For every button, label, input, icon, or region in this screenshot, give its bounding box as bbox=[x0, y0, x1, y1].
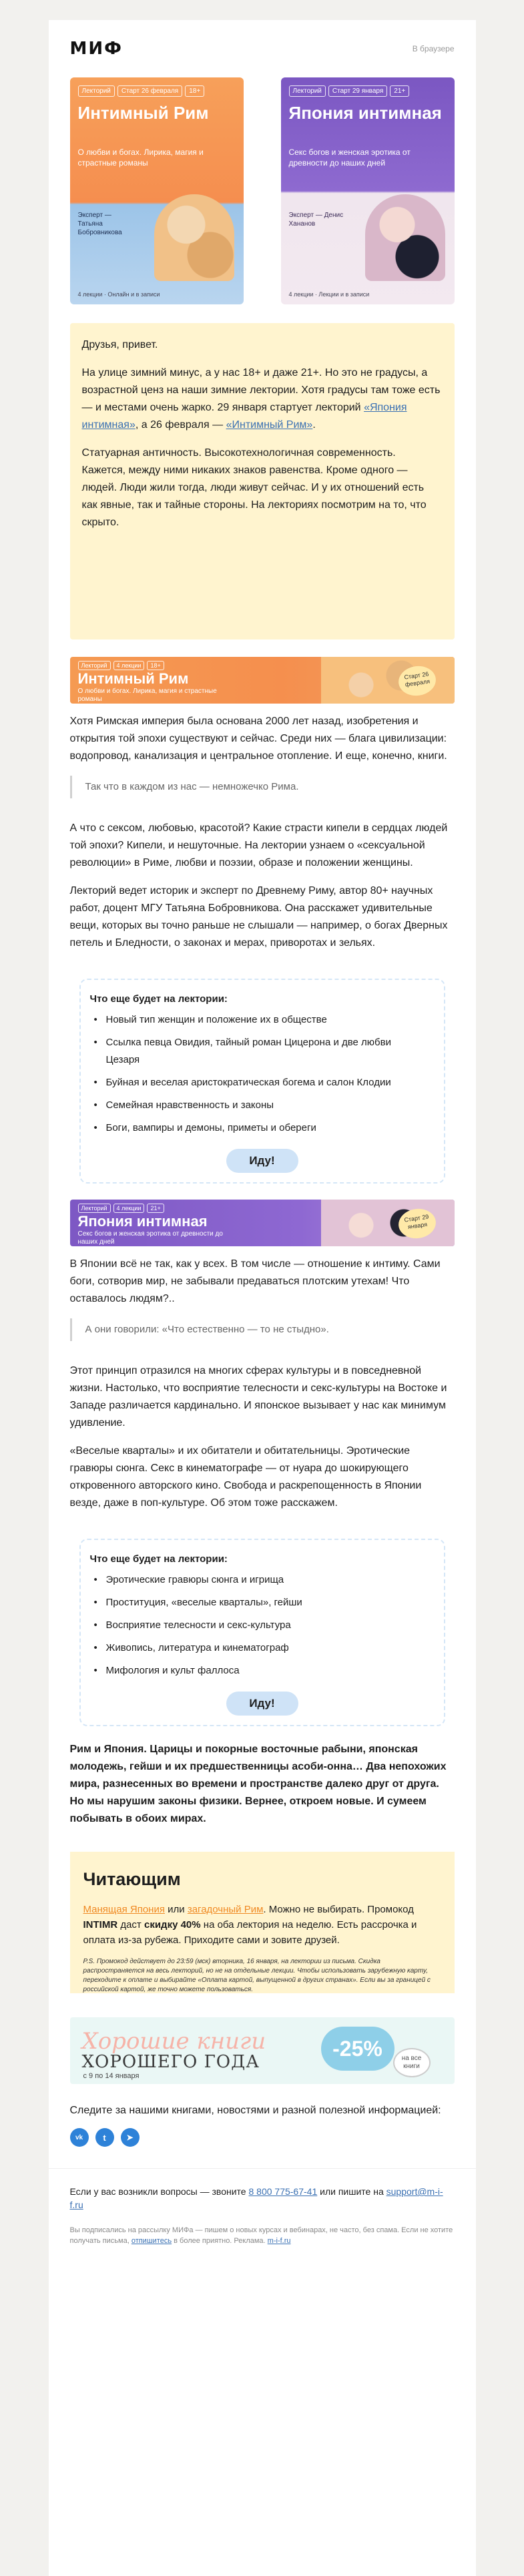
twitter-icon[interactable]: t bbox=[95, 2128, 114, 2147]
contacts-text bbox=[70, 2185, 455, 2212]
list-item: • Эротические гравюры сюнга и игрища bbox=[106, 1571, 425, 1589]
cover-title: Интимный Рим bbox=[77, 103, 209, 123]
japan-lecture-link[interactable]: «Япония интимная» bbox=[81, 402, 407, 431]
social-links bbox=[70, 2128, 455, 2147]
text: или bbox=[164, 1904, 188, 1915]
program-list bbox=[81, 1011, 444, 1137]
text: Если у вас возникли вопросы — звоните bbox=[69, 2186, 249, 2197]
header bbox=[49, 20, 476, 77]
japan-link[interactable]: Манящая Япония bbox=[83, 1904, 165, 1915]
rome-link[interactable]: загадочный Рим bbox=[187, 1904, 264, 1915]
greeting: Друзья, привет. bbox=[81, 339, 158, 350]
list-item: • Буйная и веселая аристократическая богема и салон Клодии bbox=[106, 1074, 425, 1091]
japan-program-box bbox=[79, 1539, 445, 1726]
tag: Лекторий bbox=[78, 1204, 111, 1213]
promo-fine-print: P.S. Промокод действует до 23:59 (мск) вторника, 16 января, на лектории из письма. Скидка распространяется на весь лекторий, но не на отдельные лекции. Чтобы использовать зарубежную карту, переходите к оплате и выбирайте «Оплата картой, выпущенной в других странах». Если вы за границей с российской картой, же точно можете пользоваться. bbox=[83, 1958, 431, 1993]
promo-line-2: ХОРОШЕГО ГОДА bbox=[81, 2052, 260, 2072]
cover-subtitle: Секс богов и женская эротика от древности до наших дней bbox=[288, 148, 411, 168]
list-item: • Проституция, «веселые кварталы», гейши bbox=[106, 1594, 425, 1611]
paragraph: Лекторий ведет историк и эксперт по Древнему Риму, автор 80+ научных работ, доцент МГУ Татьяна Бобровникова. Она расскажет удивительные вещи, которых вы точно раньше не слышали — например, о богах Дверных петель и Бледности, о законах и мерах, приворотах и зельях. bbox=[69, 885, 448, 949]
paragraph: Этот принцип отразился на многих сферах культуры и в повседневной жизни. Настолько, что восприятие телесности и секс-культуры на Востоке и Западе различается кардинально. И японское вызывает у нас как минимум удивление. bbox=[69, 1365, 447, 1429]
intro-block bbox=[70, 323, 455, 639]
readers-title: Читающим bbox=[83, 1869, 181, 1889]
banner-title: Интимный Рим bbox=[77, 670, 189, 687]
list-item: • Живопись, литература и кинематограф bbox=[106, 1639, 425, 1657]
banner-subtitle: О любви и богах. Лирика, магия и страстные романы bbox=[77, 688, 217, 703]
text: На улице зимний минус, а у нас 18+ и даже 21+. Но это не градусы, а возрастной ценз на наши зимние лектории. Хотя градусы там тоже есть — и местами очень жарко. 29 января стартует лекторий bbox=[81, 367, 441, 413]
paragraph: Хотя Римская империя была основана 2000 лет назад, изобретения и открытия той эпохи существуют и сейчас. Среди них — блага цивилизации: водопровод, канализация и центральное отопление. И еще, конечно, книги. bbox=[69, 716, 447, 762]
email-link[interactable]: support@m-i-f.ru bbox=[69, 2186, 443, 2210]
list-item: • Ссылка певца Овидия, тайный роман Цицерона и две любви Цезаря bbox=[106, 1034, 425, 1069]
phone-link[interactable]: 8 800 775-67-41 bbox=[248, 2186, 318, 2197]
quote: А они говорили: «Что естественно — то не стыдно». bbox=[70, 1318, 455, 1341]
go-button-rome[interactable]: Иду! bbox=[226, 1149, 298, 1173]
go-button-japan[interactable]: Иду! bbox=[226, 1692, 298, 1716]
text: . Можно не выбирать. Промокод bbox=[263, 1904, 414, 1915]
tag: 18+ bbox=[185, 85, 204, 97]
cover-title: Япония интимная bbox=[288, 103, 442, 123]
promo-line-1: Хорошие книги bbox=[81, 2028, 266, 2055]
banner-tags bbox=[78, 661, 164, 670]
follow-section bbox=[49, 2084, 476, 2147]
japan-section bbox=[49, 1246, 476, 1512]
intro-paragraph-2: Статуарная античность. Высокотехнологичная современность. Кажется, между ними никаких знаков равенства. Кроме одного — людей. Люди жили тогда, люди живут сейчас. И у их отношений есть как явные, так и тайные стороны. На лекториях посмотрим на то, что скрыто. bbox=[81, 447, 427, 528]
tag: 18+ bbox=[147, 661, 164, 670]
intro-paragraph bbox=[82, 364, 443, 434]
promo-dates: с 9 по 14 января bbox=[83, 2072, 140, 2080]
tag: Лекторий bbox=[78, 85, 115, 97]
tag: Лекторий bbox=[289, 85, 326, 97]
text: . bbox=[312, 419, 316, 431]
tag: 4 лекции bbox=[113, 1204, 145, 1213]
text: на оба лектория на неделю. Есть рассрочка и оплата из-за рубежа. Приходите сами и зовите друзей. bbox=[83, 1919, 417, 1946]
rome-program-box bbox=[79, 979, 445, 1184]
start-date-badge: Старт 26 февраля bbox=[397, 664, 438, 698]
japan-banner[interactable] bbox=[70, 1200, 455, 1246]
program-list bbox=[81, 1571, 444, 1680]
box-title: Что еще будет на лектории: bbox=[89, 1553, 228, 1565]
follow-text: Следите за нашими книгами, новостями и разной полезной информацией: bbox=[69, 2105, 441, 2116]
vk-icon[interactable]: vk bbox=[70, 2128, 89, 2147]
box-title: Что еще будет на лектории: bbox=[89, 993, 228, 1005]
closing-paragraph: Рим и Япония. Царицы и покорные восточные рабыни, японская молодежь, гейши и их предшественницы асоби-онна… Два непохожих мира, разнесенных во времени и пространстве далеко друг от друга. Но мы нарушим законы физики. Вернее, откроем новые. И сумеем побывать в обоих мирах. bbox=[69, 1744, 447, 1824]
cover-speaker: Эксперт — Татьяна Бобровникова bbox=[77, 212, 122, 236]
subscription-note bbox=[70, 2225, 455, 2246]
tag: 4 лекции bbox=[113, 661, 145, 670]
rome-section bbox=[49, 704, 476, 952]
list-item: • Новый тип женщин и положение их в обществе bbox=[106, 1011, 425, 1029]
list-item: • Боги, вампиры и демоны, приметы и обереги bbox=[106, 1119, 425, 1137]
cover-rome[interactable] bbox=[70, 77, 244, 304]
text: Вы подписались на рассылку МИФа — пишем о новых курсах и вебинарах, не часто, без спама. Если не хотите получать письма, bbox=[69, 2226, 453, 2245]
text: в более приятно. Реклама. bbox=[172, 2237, 268, 2245]
list-item: • Мифология и культ фаллоса bbox=[106, 1662, 425, 1680]
closing-section bbox=[49, 1726, 476, 1828]
telegram-icon[interactable]: ➤ bbox=[121, 2128, 140, 2147]
cover-footer: 4 лекции · Онлайн и в записи bbox=[77, 291, 160, 298]
ad-link[interactable]: m-i-f.ru bbox=[267, 2237, 291, 2245]
banner-tags bbox=[78, 1204, 164, 1213]
japanese-print-illustration bbox=[365, 194, 445, 281]
start-date-badge: Старт 29 января bbox=[397, 1206, 438, 1240]
cover-subtitle: О любви и богах. Лирика, магия и страстные романы bbox=[77, 148, 204, 168]
lecture-covers bbox=[49, 77, 476, 304]
footer-fine-print bbox=[49, 2212, 476, 2246]
contacts-section bbox=[49, 2168, 476, 2212]
text: даст bbox=[117, 1919, 144, 1930]
rome-lecture-link[interactable]: «Интимный Рим» bbox=[226, 419, 313, 431]
cover-footer: 4 лекции · Лекции и в записи bbox=[288, 291, 370, 298]
cover-japan[interactable] bbox=[281, 77, 455, 304]
rome-banner[interactable] bbox=[70, 657, 455, 704]
cover-tags bbox=[78, 85, 205, 97]
promo-discount: -25% bbox=[321, 2027, 395, 2071]
logo[interactable]: МИФ bbox=[69, 39, 123, 59]
list-item: • Семейная нравственность и законы bbox=[106, 1097, 425, 1114]
paragraph: В Японии всё не так, как у всех. В том числе — отношение к интиму. Сами боги, сотворив мир, не забывали предаваться плотским утехам! Что оставалось людям?.. bbox=[69, 1258, 441, 1304]
cover-speaker: Эксперт — Денис Хананов bbox=[288, 212, 344, 228]
paragraph: А что с сексом, любовью, красотой? Какие страсти кипели в сердцах людей той эпохи? Кипели, и нешуточные. На лектории узнаем о «сексуальной революции» в Риме, любви и поэзии, образе и положении женщины. bbox=[69, 822, 448, 868]
cover-tags bbox=[289, 85, 410, 97]
roman-fresco-illustration bbox=[154, 194, 234, 281]
promo-books-badge: на все книги bbox=[393, 2048, 431, 2077]
tag: 21+ bbox=[390, 85, 409, 97]
books-promo-banner[interactable] bbox=[70, 2017, 455, 2084]
view-in-browser-link[interactable]: В браузере bbox=[412, 44, 455, 53]
unsubscribe-link[interactable]: отпишитесь bbox=[131, 2237, 172, 2245]
tag: Старт 26 февраля bbox=[117, 85, 182, 97]
discount-text: скидку 40% bbox=[144, 1919, 201, 1930]
quote: Так что в каждом из нас — немножечко Рима. bbox=[70, 776, 455, 798]
promo-code: INTIMR bbox=[83, 1919, 118, 1930]
tag: Старт 29 января bbox=[328, 85, 387, 97]
text: или пишите на bbox=[317, 2186, 386, 2197]
tag: 21+ bbox=[147, 1204, 164, 1213]
email-sheet bbox=[49, 20, 476, 2576]
banner-title: Япония интимная bbox=[77, 1213, 208, 1230]
readers-block bbox=[70, 1852, 455, 1993]
list-item: • Восприятие телесности и секс-культура bbox=[106, 1617, 425, 1634]
readers-paragraph bbox=[83, 1902, 441, 1948]
text: , а 26 февраля — bbox=[135, 419, 226, 431]
banner-subtitle: Секс богов и женская эротика от древности до наших дней bbox=[77, 1230, 223, 1246]
paragraph: «Веселые кварталы» и их обитатели и обитательницы. Эротические гравюры сюнга. Секс в кинематографе — от нуара до шокирующего откровенного авторского кино. Свобода и раскрепощенность в Японии везде, даже в поп-культуре. Об этом тоже расскажем. bbox=[69, 1445, 422, 1509]
tag: Лекторий bbox=[78, 661, 111, 670]
